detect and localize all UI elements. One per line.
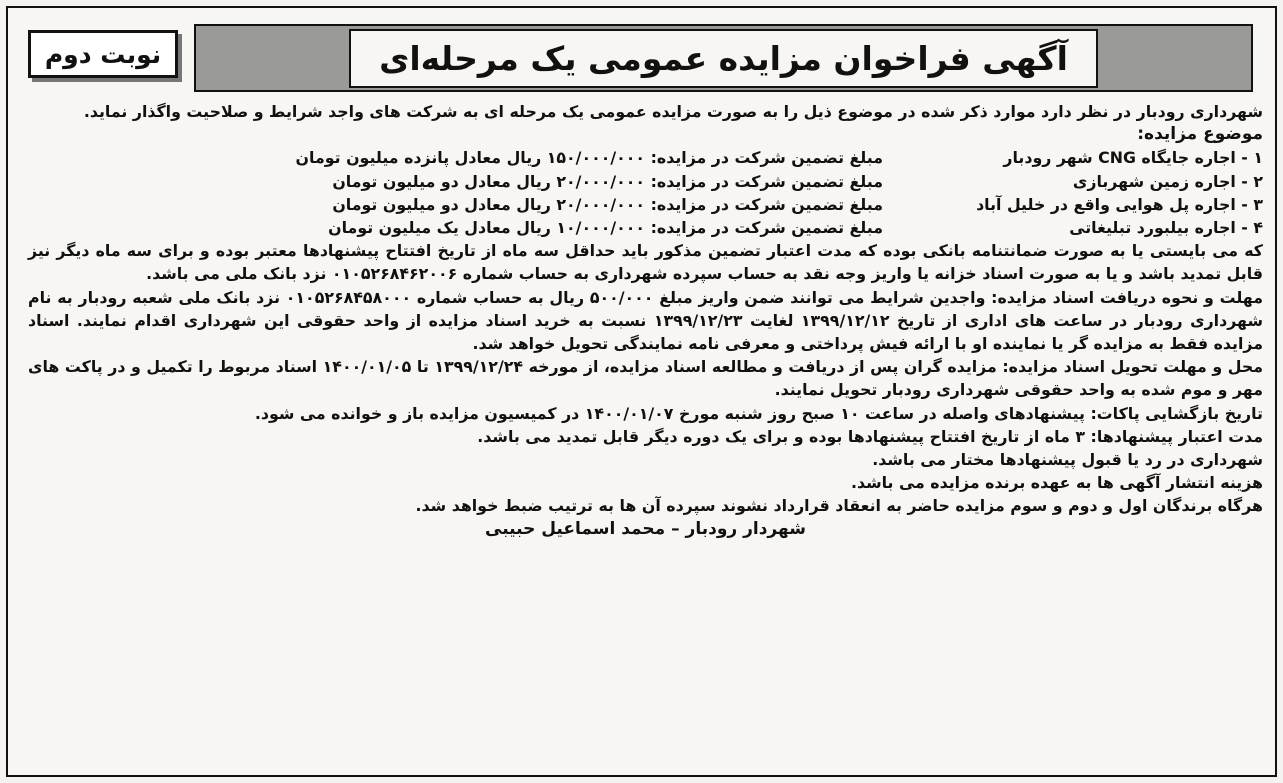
validity-period: مدت اعتبار پیشنهادها: ۳ ماه از تاریخ افتتاح پیشنهادها بوده و برای یک دوره دیگر قابل تمدید می باشد. <box>477 426 1263 446</box>
auction-item <box>28 216 1263 239</box>
document-receipt-terms: مهلت و نحوه دریافت اسناد مزایده: واجدین شرایط می توانند ضمن واریز مبلغ ۵۰۰/۰۰۰ ریال به حساب شماره ۰۱۰۵۲۶۸۴۵۸۰۰۰ نزد بانک ملی شعبه رودبار به نام شهرداری رودبار در ساعت های اداری از تاریخ ۱۳۹۹/۱۲/۱۲ لغایت ۱۳۹۹/۱۲/۲۳ نسبت به خرید اسناد مزایده از واحد حقوقی این شهرداری اقدام نمایند. اسناد مزایده فقط به مزایده گر یا نماینده او با ارائه فیش پرداختی و معرفی نامه نمایندگی تحویل خواهد شد. <box>28 287 1263 353</box>
guarantee-terms: که می بایستی یا به صورت ضمانتنامه بانکی بوده که مدت اعتبار تضمین مذکور باید حداقل سه ماه از تاریخ افتتاح پیشنهادها معتبر بوده و برای سه ماه دیگر نیز قابل تمدید باشد و یا به صورت اسناد خزانه یا واریز وجه نقد به حساب سپرده شهرداری به حساب شماره ۰۱۰۵۲۶۸۴۶۲۰۰۶ نزد بانک ملی می باشد. <box>28 241 1263 284</box>
edition-badge: نوبت دوم <box>28 30 178 78</box>
auction-items <box>28 146 1263 239</box>
subject-title: موضوع مزایده: <box>1137 124 1263 145</box>
item-name: ۲ - اجاره زمین شهربازی <box>1072 171 1263 191</box>
document-delivery-terms: محل و مهلت تحویل اسناد مزایده: مزایده گران پس از دریافت و مطالعه اسناد مزایده، از مورخه ۱۳۹۹/۱۲/۲۴ تا ۱۴۰۰/۰۱/۰۵ اسناد مربوط را تکمیل و در پاکت های مهر و موم شده به واحد حقوقی شهرداری رودبار تحویل نمایند. <box>28 357 1263 400</box>
item-name: ۱ - اجاره جایگاه CNG شهر رودبار <box>1003 148 1263 168</box>
forfeit-clause: هرگاه برندگان اول و دوم و سوم مزایده حاضر به انعقاد قرارداد نشوند سپرده آن ها به ترتیب ضبط خواهد شد. <box>415 496 1263 516</box>
intro-text: شهرداری رودبار در نظر دارد موارد ذکر شده در موضوع ذیل را به صورت مزایده عمومی یک مرحله ای به شرکت های واجد شرایط و صلاحیت واگذار نماید. <box>83 102 1263 121</box>
publication-cost: هزینه انتشار آگهی ها به عهده برنده مزایده می باشد. <box>850 473 1263 493</box>
item-guarantee: مبلغ تضمین شرکت در مزایده: ۲۰/۰۰۰/۰۰۰ ریال معادل دو میلیون تومان <box>332 194 883 214</box>
item-guarantee: مبلغ تضمین شرکت در مزایده: ۲۰/۰۰۰/۰۰۰ ریال معادل دو میلیون تومان <box>332 171 883 191</box>
advertisement-page <box>6 6 1277 777</box>
auction-item <box>28 170 1263 193</box>
item-guarantee: مبلغ تضمین شرکت در مزایده: ۱۵۰/۰۰۰/۰۰۰ ریال معادل پانزده میلیون تومان <box>295 148 883 168</box>
item-guarantee: مبلغ تضمین شرکت در مزایده: ۱۰/۰۰۰/۰۰۰ ریال معادل یک میلیون تومان <box>328 217 883 237</box>
rejection-clause: شهرداری در رد یا قبول پیشنهادها مختار می باشد. <box>872 449 1263 469</box>
auction-item <box>28 193 1263 216</box>
auction-item <box>28 146 1263 169</box>
page-title: آگهی فراخوان مزایده عمومی یک مرحله‌ای <box>349 29 1098 88</box>
opening-date: تاریخ بازگشایی پاکات: پیشنهادهای واصله در ساعت ۱۰ صبح روز شنبه مورخ ۱۴۰۰/۰۱/۰۷ در کمیسیون مزایده باز و خوانده می شود. <box>254 403 1263 423</box>
header <box>18 22 1265 94</box>
item-name: ۴ - اجاره بیلبورد تبلیغاتی <box>1069 217 1263 237</box>
title-banner <box>194 24 1253 92</box>
signature: شهردار رودبار – محمد اسماعیل حبیبی <box>485 518 806 539</box>
notice-body <box>28 100 1263 541</box>
item-name: ۳ - اجاره پل هوایی واقع در خلیل آباد <box>976 194 1263 214</box>
